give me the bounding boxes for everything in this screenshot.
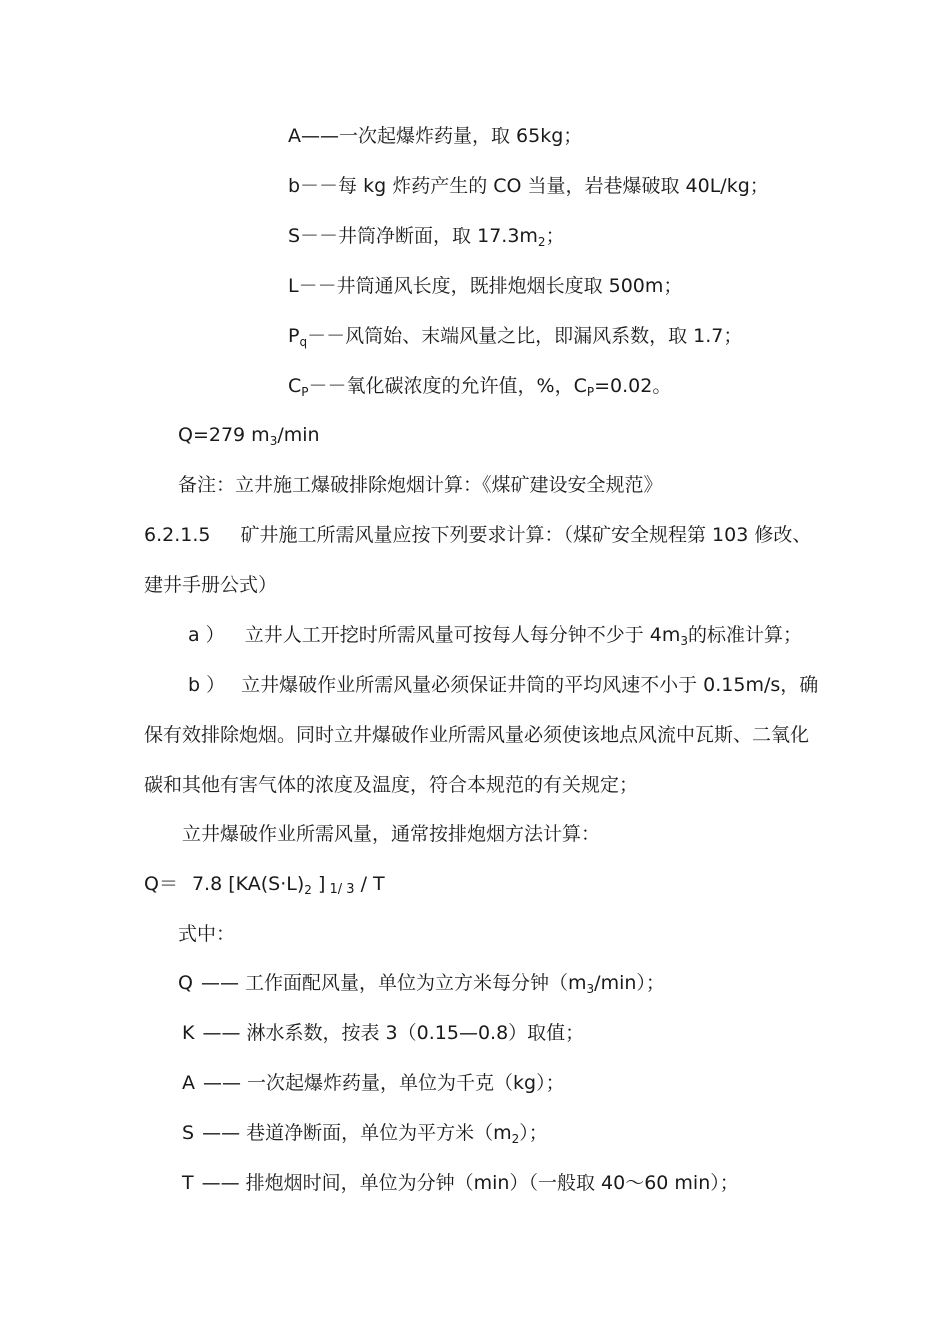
def-b-line: [288, 174, 769, 198]
def2-q-subscript: 3: [586, 982, 595, 996]
def2-s-subscript: 2: [511, 1132, 520, 1146]
def-p-line: [288, 324, 742, 348]
def-c-text: －－氧化碳浓度的允许值，%，C: [308, 375, 587, 397]
def2-k-text: —— 淋水系数，按表 3（0.15—0.8）取值；: [202, 1022, 585, 1044]
formula-line: [144, 872, 385, 902]
def-a-text: A——一次起爆炸药量，取 65kg；: [288, 125, 583, 147]
item-b-line2: [144, 723, 809, 747]
def2-s-line: [182, 1121, 548, 1145]
formula-exponent: 1/ 3: [325, 882, 355, 897]
item-a-text: 立井人工开挖时所需风量可按每人每分钟不少于 4m: [244, 624, 681, 646]
def2-a-symbol: A: [182, 1072, 195, 1094]
def-s-text: S－－井筒净断面，取 17.3m: [288, 225, 538, 247]
section-text-line2: 建井手册公式）: [144, 574, 278, 596]
def-a-line: [288, 124, 582, 148]
def-l-text: L－－井筒通风长度，既排炮烟长度取 500m；: [288, 275, 683, 297]
def2-k-line: [182, 1021, 584, 1045]
def-b-text: b－－每 kg 炸药产生的 CO 当量，岩巷爆破取 40L/kg；: [288, 175, 769, 197]
def2-t-line: [182, 1171, 739, 1195]
q-result-subscript: 3: [269, 434, 278, 448]
def2-q-symbol: Q: [178, 972, 193, 994]
item-a-end: 的标准计算；: [687, 624, 802, 646]
formula-body: 7.8 [KA(S·L): [191, 873, 305, 895]
def-c-subscript-2: P: [586, 385, 595, 399]
item-b-label: b ）: [188, 674, 226, 696]
item-b-line1: [188, 673, 818, 697]
def-p-symbol: P: [288, 325, 300, 347]
q-result-text: Q=279 m: [178, 424, 270, 446]
def2-t-text: —— 排炮烟时间，单位为分钟（min）（一般取 40～60 min）；: [201, 1172, 739, 1194]
item-a-subscript: 3: [680, 634, 688, 648]
item-a-label: a ）: [188, 624, 225, 646]
def-c-subscript: P: [301, 385, 309, 399]
method-text: 立井爆破作业所需风量，通常按排炮烟方法计算：: [182, 823, 601, 845]
section-heading-line: [144, 523, 811, 547]
item-b-line3: [144, 773, 638, 797]
def2-s-text: —— 巷道净断面，单位为平方米（m: [202, 1122, 512, 1144]
item-b-text-line1: 立井爆破作业所需风量必须保证井筒的平均风速不小于 0.15m/s，确: [241, 674, 819, 696]
def2-q-line: [178, 971, 665, 995]
formula-close-bracket: ]: [311, 873, 326, 895]
note-line: [178, 473, 663, 497]
def-s-line: [288, 224, 565, 248]
def2-a-text: —— 一次起爆炸药量，单位为千克（kg）；: [203, 1072, 565, 1094]
def-p-text: －－风筒始、末端风量之比，即漏风系数，取 1.7；: [307, 325, 743, 347]
item-b-text-line3: 碳和其他有害气体的浓度及温度，符合本规范的有关规定；: [144, 774, 639, 796]
section-line2: [144, 573, 277, 597]
section-text-line1: 矿井施工所需风量应按下列要求计算：（煤矿安全规程第 103 修改、: [240, 524, 812, 546]
item-b-text-line2: 保有效排除炮烟。同时立井爆破作业所需风量必须使该地点风流中瓦斯、二氧化: [144, 724, 810, 746]
def2-s-end: ）；: [519, 1122, 548, 1144]
def-c-symbol: C: [288, 375, 302, 397]
def-c-line: [288, 374, 671, 398]
def2-q-end: /min）；: [594, 972, 665, 994]
note-text: 备注：立井施工爆破排除炮烟计算：《煤矿建设安全规范》: [178, 474, 663, 496]
def2-k-symbol: K: [182, 1022, 195, 1044]
def-l-line: [288, 274, 682, 298]
def-s-subscript: 2: [537, 235, 546, 249]
item-a-line: [188, 623, 802, 647]
def2-s-symbol: S: [182, 1122, 195, 1144]
def-c-value: =0.02。: [594, 375, 672, 397]
formula-lhs: Q＝: [144, 873, 178, 895]
q-result-line: [178, 423, 320, 447]
def-p-subscript: q: [299, 335, 308, 349]
def2-q-text: —— 工作面配风量，单位为立方米每分钟（m: [200, 972, 587, 994]
def2-t-symbol: T: [182, 1172, 194, 1194]
where-label: 式中：: [178, 923, 236, 945]
method-line: [182, 822, 600, 846]
formula-tail: / T: [354, 873, 385, 895]
formula-subscript: 2: [304, 883, 312, 897]
where-line: [178, 922, 235, 946]
section-number: 6.2.1.5: [144, 524, 211, 546]
q-result-unit: /min: [277, 424, 320, 446]
def-s-end: ；: [545, 225, 565, 247]
def2-a-line: [182, 1071, 565, 1095]
